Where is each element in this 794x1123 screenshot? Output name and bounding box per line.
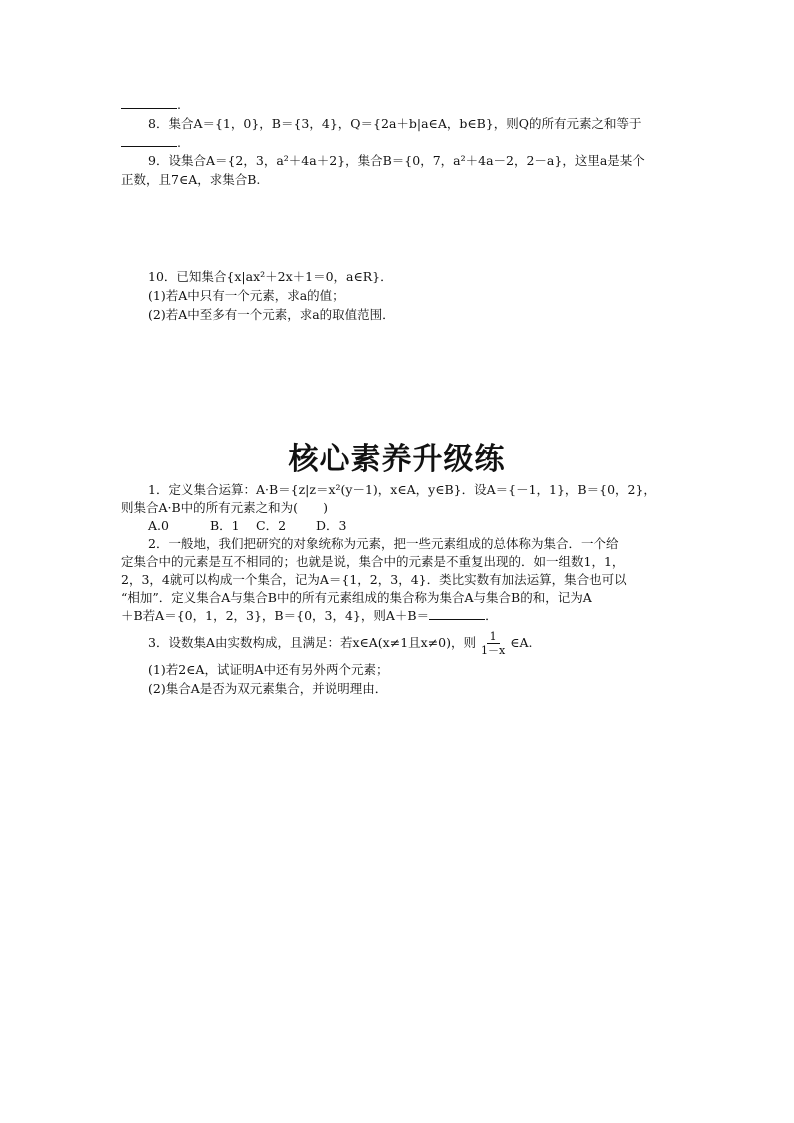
option-d[interactable]: D．3 [316,518,347,533]
p3-line1-pre: 3．设数集A由实数构成，且满足：若x∈A(x≠1且x≠0)，则 [148,635,477,650]
p2-line1: 2．一般地，我们把研究的对象统称为元素，把一些元素组成的总体称为集合．一个给 [148,536,619,551]
p3-line1-post: ∈A. [510,635,533,650]
option-a[interactable]: A.0 [148,518,169,533]
q9-line2: 正数，且7∈A，求集合B. [121,172,261,187]
fraction [478,630,508,657]
q8-dot: . [177,135,181,150]
p1-line2: 则集合A·B中的所有元素之和为( ) [121,500,328,515]
p2-line2: 定集合中的元素是互不相同的；也就是说，集合中的元素是不重复出现的．如一组数1，1， [121,554,625,569]
answer-blank [121,134,177,147]
option-b[interactable]: B．1 [210,518,240,533]
answer-blank [429,607,485,620]
p3-part2: (2)集合A是否为双元素集合，并说明理由． [148,681,388,696]
q10-part2: (2)若A中至多有一个元素，求a的取值范围． [148,307,395,322]
prev-answer-line [121,96,181,114]
q8-answer-line [121,134,181,152]
prev-dot: . [177,97,181,112]
fraction-numerator: 1 [487,630,500,644]
fraction-denominator: 1－x [481,644,506,657]
option-c[interactable]: C．2 [256,518,287,533]
answer-blank [121,96,177,109]
p1-options [148,517,356,535]
p2-line4: “相加”．定义集合A与集合B中的所有元素组成的集合称为集合A与集合B的和，记为A [121,590,592,605]
q10-part1: (1)若A中只有一个元素，求a的值； [148,288,345,303]
q8-text: 8．集合A＝{1，0}，B＝{3，4}，Q＝{2a＋b|a∈A，b∈B}，则Q的所有元素之和等于 [148,116,642,131]
p2-dot: ． [485,608,498,623]
p1-line1: 1．定义集合运算：A·B＝{z|z＝x²(y－1)，x∈A，y∈B}．设A＝{－1，1}，B＝{0，2}， [148,482,656,497]
p3-part1: (1)若2∈A，试证明A中还有另外两个元素； [148,662,389,677]
p2-line5 [121,607,498,625]
p3-line1 [148,630,533,657]
q10-line1: 10．已知集合{x|ax²＋2x＋1＝0，a∈R}． [148,269,393,284]
section-title: 核心素养升级练 [288,442,506,477]
p2-line5-text: ＋B若A＝{0，1，2，3}，B＝{0，3，4}，则A＋B＝ [121,608,430,623]
p2-line3: 2，3，4就可以构成一个集合，记为A＝{1，2，3，4}．类比实数有加法运算，集合也可以 [121,572,627,587]
q9-line1: 9．设集合A＝{2，3，a²＋4a＋2}，集合B＝{0，7，a²＋4a－2，2－a}，这里a是某个 [148,153,645,168]
